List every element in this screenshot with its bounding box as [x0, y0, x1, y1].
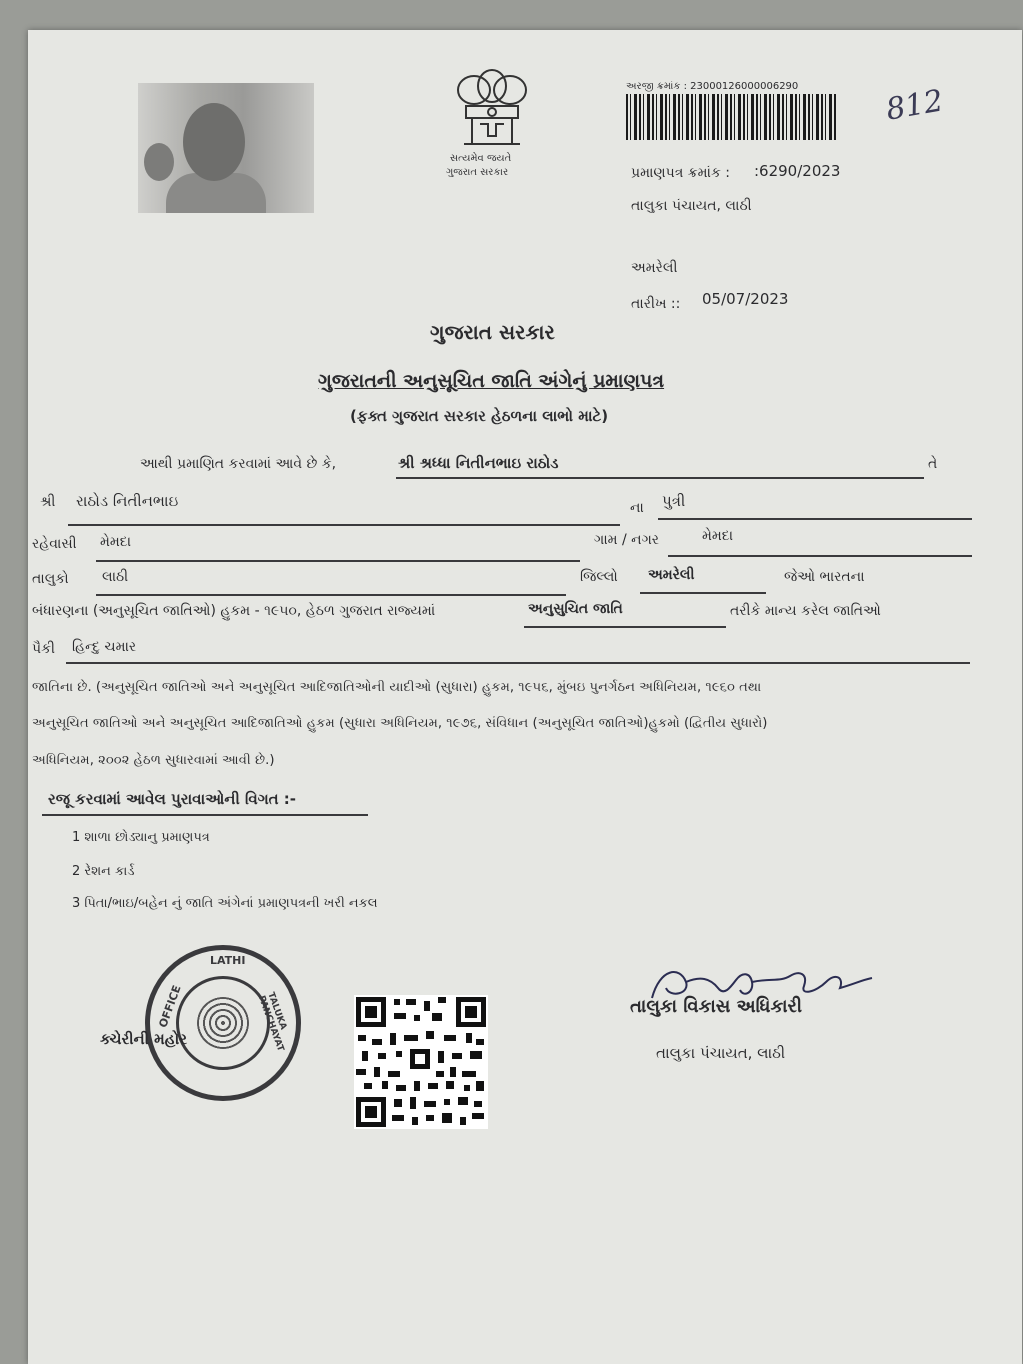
legal-text-line-1: જાતિના છે. (અનુસૂચિત જાતિઓ અને અનુસૂચિત આદિજાતિઓની યાદીઓ (સુધારા) હુકમ, ૧૯૫૬, મુંબઇ પુનર્ગઠન અધિનિયમ, ૧૯૬૦ તથા: [32, 680, 762, 695]
resident-label: રહેવાસી: [32, 536, 77, 552]
applicant-name: શ્રી શ્રધ્ધા નિતીનભાઇ રાઠોડ: [398, 454, 559, 472]
evidence-item: 3 પિતા/ભાઇ/બહેન નું જાતિ અંગેનાં પ્રમાણપત્રની ખરી નકલ: [72, 896, 378, 911]
taluka-value: લાઠી: [102, 569, 129, 585]
certificate-page: [28, 30, 1022, 1364]
government-title: ગુજરાત સરકાર: [430, 320, 555, 344]
certify-text: આથી પ્રમાણિત કરવામાં આવે છે કે,: [140, 456, 337, 472]
parent-name: રાઠોડ નિતીનભાઇ: [76, 492, 179, 510]
certificate-subheading: (ફક્ત ગુજરાત સરકાર હેઠળના લાભો માટે): [350, 407, 609, 425]
national-emblem-icon: [444, 62, 540, 162]
officer-title: તાલુકા વિકાસ અધિકારી: [630, 996, 803, 1017]
caste-value: હિન્દુ ચમાર: [72, 639, 137, 655]
district-value: અમરેલી: [648, 567, 695, 583]
qr-code: [354, 995, 488, 1129]
issue-date: 05/07/2023: [702, 290, 789, 308]
te-text: તે: [928, 456, 938, 472]
barcode: [626, 94, 836, 140]
category-value: અનુસુચિત જાતિ: [528, 601, 623, 617]
relation: પુત્રી: [662, 492, 686, 510]
emblem-motto: સત્યમેવ જયતે: [450, 153, 512, 164]
office-name: તાલુકા પંચાયત, લાઠી: [631, 198, 752, 214]
legal-text-line-2: અનુસૂચિત જાતિઓ અને અનુસૂચિત આદિજાતિઓ હુકમ (સુધારા અધિનિયમ, ૧૯૭૬, સંવિધાન (અનુસૂચિત જાતિઓ)હુકમો (દ્વિતીય સુધારો): [32, 716, 768, 731]
stamp-label: ક્ચેરીની મહોર: [100, 1030, 187, 1048]
certificate-number: :6290/2023: [754, 162, 841, 180]
emblem-caption: ગુજરાત સરકાર: [446, 167, 509, 178]
evidence-title: રજૂ કરવામાં આવેલ પુરાવાઓની વિગત :-: [48, 790, 297, 808]
application-number: અરજી ક્રમાંક : 23000126000006290: [626, 81, 799, 92]
taluka-label: તાલુકો: [32, 571, 69, 587]
constitution-text: બંધારણના (અનુસૂચિત જાતિઓ) હુકમ - ૧૯૫૦, હેઠળ ગુજરાત રાજ્યમાં: [32, 603, 436, 619]
na-label: ના: [630, 500, 644, 516]
shri-label: શ્રી: [40, 494, 56, 510]
evidence-item: 2 રેશન કાર્ડ: [72, 864, 135, 879]
district-name: અમરેલી: [631, 260, 678, 276]
village-label: ગામ / નગર: [594, 532, 660, 548]
handwritten-number: 812: [883, 83, 946, 128]
among-label: પૈકી: [32, 641, 55, 657]
legal-text-line-3: અધિનિયમ, ૨૦૦૨ હેઠળ સુધારવામાં આવી છે.): [32, 753, 275, 768]
officer-office: તાલુકા પંચાયત, લાઠી: [656, 1044, 786, 1062]
certificate-number-label: પ્રમાણપત્ર ક્રમાંક :: [631, 165, 731, 181]
applicant-photo: [138, 83, 314, 213]
district-label: જિલ્લો: [580, 569, 618, 585]
resident-value: મેમદા: [100, 534, 132, 550]
indian-text: જેઓ ભારતના: [784, 569, 865, 585]
evidence-item: 1 શાળા છોડ્યાનુ પ્રમાણપત્ર: [72, 830, 210, 845]
village-value: મેમદા: [702, 528, 734, 544]
date-label: તારીખ ::: [631, 296, 681, 312]
recognized-text: તરીકે માન્ય કરેલ જાતિઓ: [730, 603, 881, 619]
certificate-heading: ગુજરાતની અનુસૂચિત જાતિ અંગેનું પ્રમાણપત્ર: [318, 370, 665, 392]
office-stamp: LATHI OFFICE TALUKA PANCHAYAT: [145, 945, 301, 1101]
